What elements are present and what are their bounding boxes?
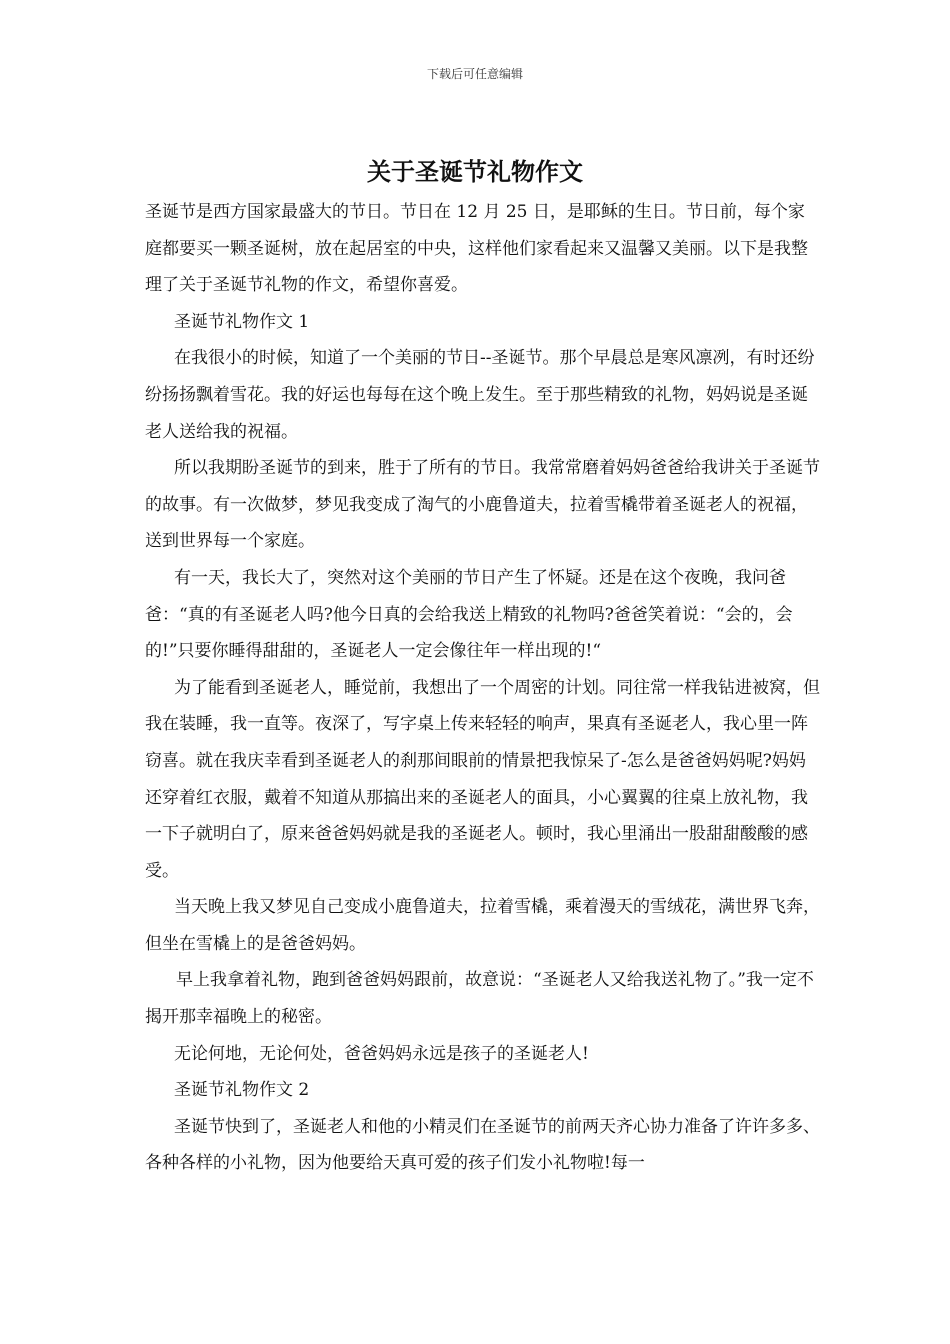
paragraph-intro: 圣诞节是西方国家最盛大的节日。节日在 12 月 25 日，是耶稣的生日。节日前，每个家庭都要买一颗圣诞树，放在起居室的中央，这样他们家看起来又温馨又美丽。以下是我整理了关于圣诞节礼物的作文，希望你喜爱。 — [145, 202, 808, 296]
paragraph: 有一天，我长大了，突然对这个美丽的节日产生了怀疑。还是在这个夜晚，我问爸爸：“真的有圣诞老人吗?他今日真的会给我送上精致的礼物吗?爸爸笑着说：“会的，会的!”只要你睡得甜甜的，圣诞老人一定会像往年一样出现的!“ — [145, 567, 793, 662]
paragraph: 圣诞节快到了，圣诞老人和他的小精灵们在圣诞节的前两天齐心协力准备了许许多多、各种各样的小礼物，因为他要给天真可爱的孩子们发小礼物啦!每一 — [145, 1116, 820, 1174]
section-heading-2: 圣诞节礼物作文 2 — [174, 1080, 310, 1101]
paragraph: 当天晚上我又梦见自己变成小鹿鲁道夫，拉着雪橇，乘着漫天的雪绒花，满世界飞奔，但坐在雪橇上的是爸爸妈妈。 — [145, 897, 820, 954]
paragraph: 在我很小的时候，知道了一个美丽的节日--圣诞节。那个早晨总是寒风凛冽，有时还纷纷扬扬飘着雪花。我的好运也每每在这个晚上发生。至于那些精致的礼物，妈妈说是圣诞老人送给我的祝福。 — [145, 348, 815, 442]
paragraph: 所以我期盼圣诞节的到来，胜于了所有的节日。我常常磨着妈妈爸爸给我讲关于圣诞节的故事。有一次做梦，梦见我变成了淘气的小鹿鲁道夫，拉着雪橇带着圣诞老人的祝福，送到世界每一个家庭。 — [145, 458, 820, 552]
section-heading-1: 圣诞节礼物作文 1 — [174, 311, 310, 332]
header-note: 下载后可任意编辑 — [426, 67, 523, 81]
paragraph: 为了能看到圣诞老人，睡觉前，我想出了一个周密的计划。同往常一样我钻进被窝，但我在装睡，我一直等。夜深了，写字桌上传来轻轻的响声，果真有圣诞老人，我心里一阵窃喜。就在我庆幸看到圣诞老人的刹那间眼前的情景把我惊呆了-怎么是爸爸妈妈呢?妈妈还穿着红衣服，戴着不知道从那搞出来的圣诞老人的面具，小心翼翼的往桌上放礼物，我一下子就明白了，原来爸爸妈妈就是我的圣诞老人。顿时，我心里涌出一股甜甜酸酸的感受。 — [145, 677, 820, 881]
article-body — [145, 194, 820, 1182]
page-title: 关于圣诞节礼物作文 — [367, 157, 583, 186]
paragraph: 无论何地，无论何处，爸爸妈妈永远是孩子的圣诞老人! — [174, 1043, 589, 1064]
paragraph: 早上我拿着礼物，跑到爸爸妈妈跟前，故意说：“圣诞老人又给我送礼物了。”我一定不揭开那幸福晚上的秘密。 — [145, 970, 814, 1028]
